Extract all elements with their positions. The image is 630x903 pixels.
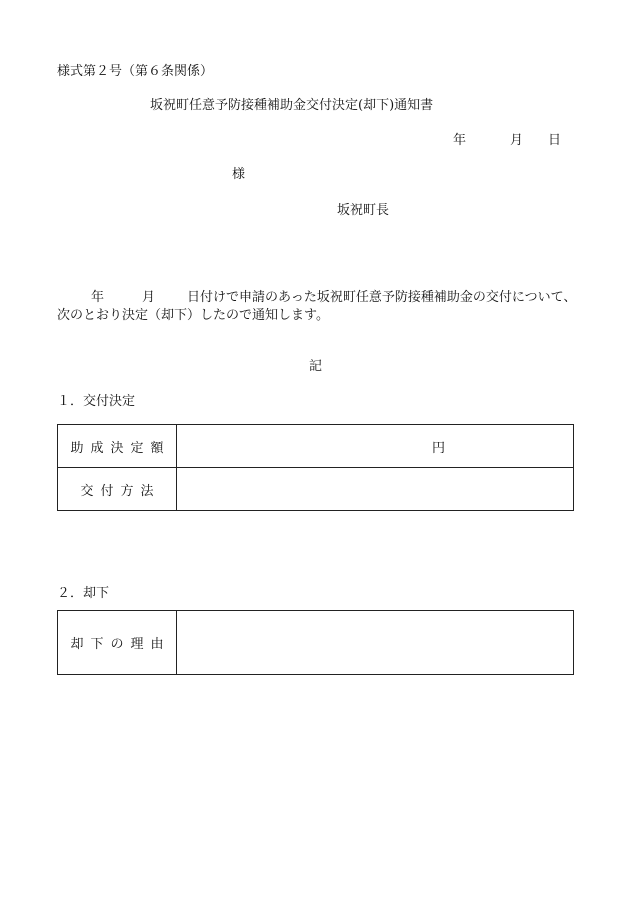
date-month-label: 月 xyxy=(510,133,524,148)
body-text-line-2: 次のとおり決定（却下）したので通知します。 xyxy=(57,308,329,323)
grant-decision-table xyxy=(57,424,574,511)
section-1-heading: １．交付決定 xyxy=(57,394,136,409)
body-month-label: 月 xyxy=(142,290,156,305)
table-row xyxy=(58,468,574,511)
document-title: 坂祝町任意予防接種補助金交付決定(却下)通知書 xyxy=(150,98,434,113)
date-line xyxy=(453,129,561,148)
body-text-line-1 xyxy=(57,286,576,305)
ki-heading: 記 xyxy=(309,359,323,374)
payment-method-label: 交付方法 xyxy=(58,468,177,511)
section-2-heading: ２．却下 xyxy=(57,586,110,601)
rejection-reason-label: 却下の理由 xyxy=(58,611,177,675)
grant-amount-label: 助成決定額 xyxy=(58,425,177,468)
body-year-label: 年 xyxy=(91,290,105,305)
addressee-suffix: 様 xyxy=(232,167,246,182)
rejection-reason-field[interactable] xyxy=(177,611,574,675)
date-day-label: 日 xyxy=(548,133,562,148)
payment-method-field[interactable] xyxy=(177,468,574,511)
issuer-name: 坂祝町長 xyxy=(337,203,390,218)
date-year-label: 年 xyxy=(453,133,467,148)
grant-amount-field[interactable] xyxy=(177,425,574,468)
table-row xyxy=(58,611,574,675)
table-row xyxy=(58,425,574,468)
body-line-1-text: 日付けで申請のあった坂祝町任意予防接種補助金の交付について、 xyxy=(187,290,577,305)
rejection-table xyxy=(57,610,574,675)
yen-unit: 円 xyxy=(432,440,446,456)
form-number: 様式第２号（第６条関係） xyxy=(57,64,214,79)
